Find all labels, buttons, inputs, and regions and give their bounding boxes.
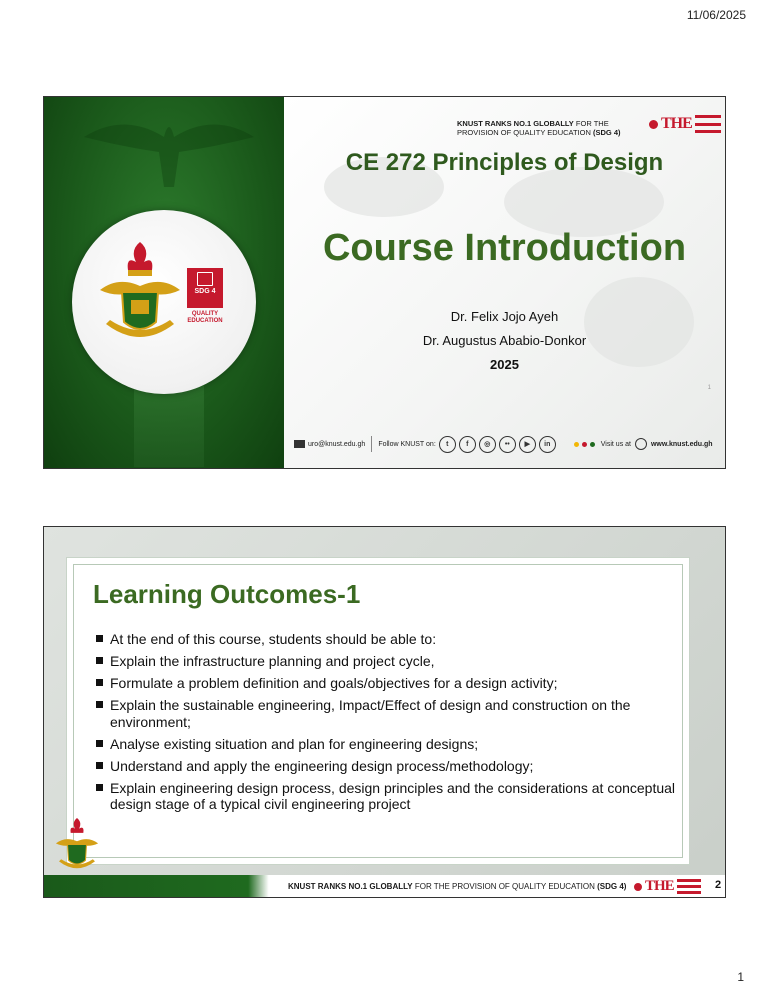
- slide-1: [43, 96, 726, 469]
- footer-email: uro@knust.edu.gh: [308, 440, 366, 448]
- list-item: Explain the sustainable engineering, Impact/Effect of design and construction on the environment;: [96, 697, 686, 730]
- ranking-bold: KNUST RANKS NO.1 GLOBALLY: [288, 882, 413, 891]
- list-item: Explain the infrastructure planning and project cycle,: [96, 653, 686, 670]
- author-2: Dr. Augustus Ababio-Donkor: [422, 333, 587, 348]
- footer-separator: [371, 436, 372, 452]
- slide-title: Course Introduction: [322, 227, 687, 269]
- ranking-banner: [457, 119, 621, 137]
- book-pencil-icon: [197, 272, 213, 286]
- the-logo-text: THE: [661, 115, 692, 132]
- slide-2-title: Learning Outcomes-1: [93, 579, 361, 609]
- slide-1-green-panel: [44, 97, 288, 468]
- sdg4-caption: QUALITY EDUCATION: [187, 311, 223, 324]
- eagle-silhouette-icon: [84, 107, 254, 187]
- mail-icon: [294, 440, 305, 448]
- globe-icon: [635, 438, 647, 450]
- knust-crest-icon: [98, 240, 182, 346]
- youtube-icon: ▶: [519, 436, 536, 453]
- list-item: Formulate a problem definition and goals/objectives for a design activity;: [96, 675, 686, 692]
- the-logo-lines-icon: [677, 879, 701, 894]
- flickr-icon: ••: [499, 436, 516, 453]
- the-logo-dot-icon: [649, 120, 658, 129]
- slide-2-ranking-banner: [288, 882, 626, 891]
- linkedin-icon: in: [539, 436, 556, 453]
- learning-outcomes-list: [96, 631, 686, 818]
- ranking-bold: KNUST RANKS NO.1 GLOBALLY: [457, 119, 574, 128]
- slide-2: [43, 526, 726, 898]
- print-date: 11/06/2025: [686, 8, 746, 22]
- ranking-sdg: (SDG 4): [593, 128, 621, 137]
- slide-1-content-panel: [284, 97, 725, 468]
- facebook-icon: f: [459, 436, 476, 453]
- list-item: Explain engineering design process, design principles and the considerations at conceptual design stage of a typical civil engineering project: [96, 780, 686, 813]
- sdg4-badge-label: SDG 4: [194, 288, 216, 295]
- the-logo: [634, 878, 701, 895]
- the-logo-lines-icon: [695, 115, 721, 133]
- sdg4-badge: [187, 268, 223, 308]
- course-code-title: CE 272 Principles of Design: [345, 149, 664, 176]
- year: 2025: [490, 357, 519, 372]
- slide-2-number: 2: [715, 879, 722, 891]
- footer-follow: Follow KNUST on:: [378, 440, 436, 448]
- the-logo-dot-icon: [634, 883, 642, 891]
- knust-crest-icon: [54, 817, 100, 873]
- ranking-rest: FOR THE PROVISION OF QUALITY EDUCATION: [414, 882, 595, 891]
- ranking-sdg: (SDG 4): [597, 882, 627, 891]
- list-item: Understand and apply the engineering design process/methodology;: [96, 758, 686, 775]
- ranking-rest: FOR THE: [575, 119, 609, 128]
- the-logo: [649, 115, 721, 133]
- list-item: Analyse existing situation and plan for engineering designs;: [96, 736, 686, 753]
- instagram-icon: ◎: [479, 436, 496, 453]
- twitter-icon: t: [439, 436, 456, 453]
- footer-visit: Visit us at: [600, 440, 631, 448]
- author-1: Dr. Felix Jojo Ayeh: [450, 309, 559, 324]
- footer-website: www.knust.edu.gh: [650, 440, 713, 448]
- the-logo-text: THE: [645, 878, 674, 894]
- logo-circle: [72, 210, 256, 394]
- slide-1-number: 1: [707, 385, 711, 391]
- page-number: 1: [737, 970, 744, 984]
- list-item: At the end of this course, students should be able to:: [96, 631, 686, 648]
- ranking-line2: PROVISION OF QUALITY EDUCATION: [457, 128, 591, 137]
- color-dots-icon: [574, 442, 595, 447]
- slide-1-footer: [284, 433, 725, 455]
